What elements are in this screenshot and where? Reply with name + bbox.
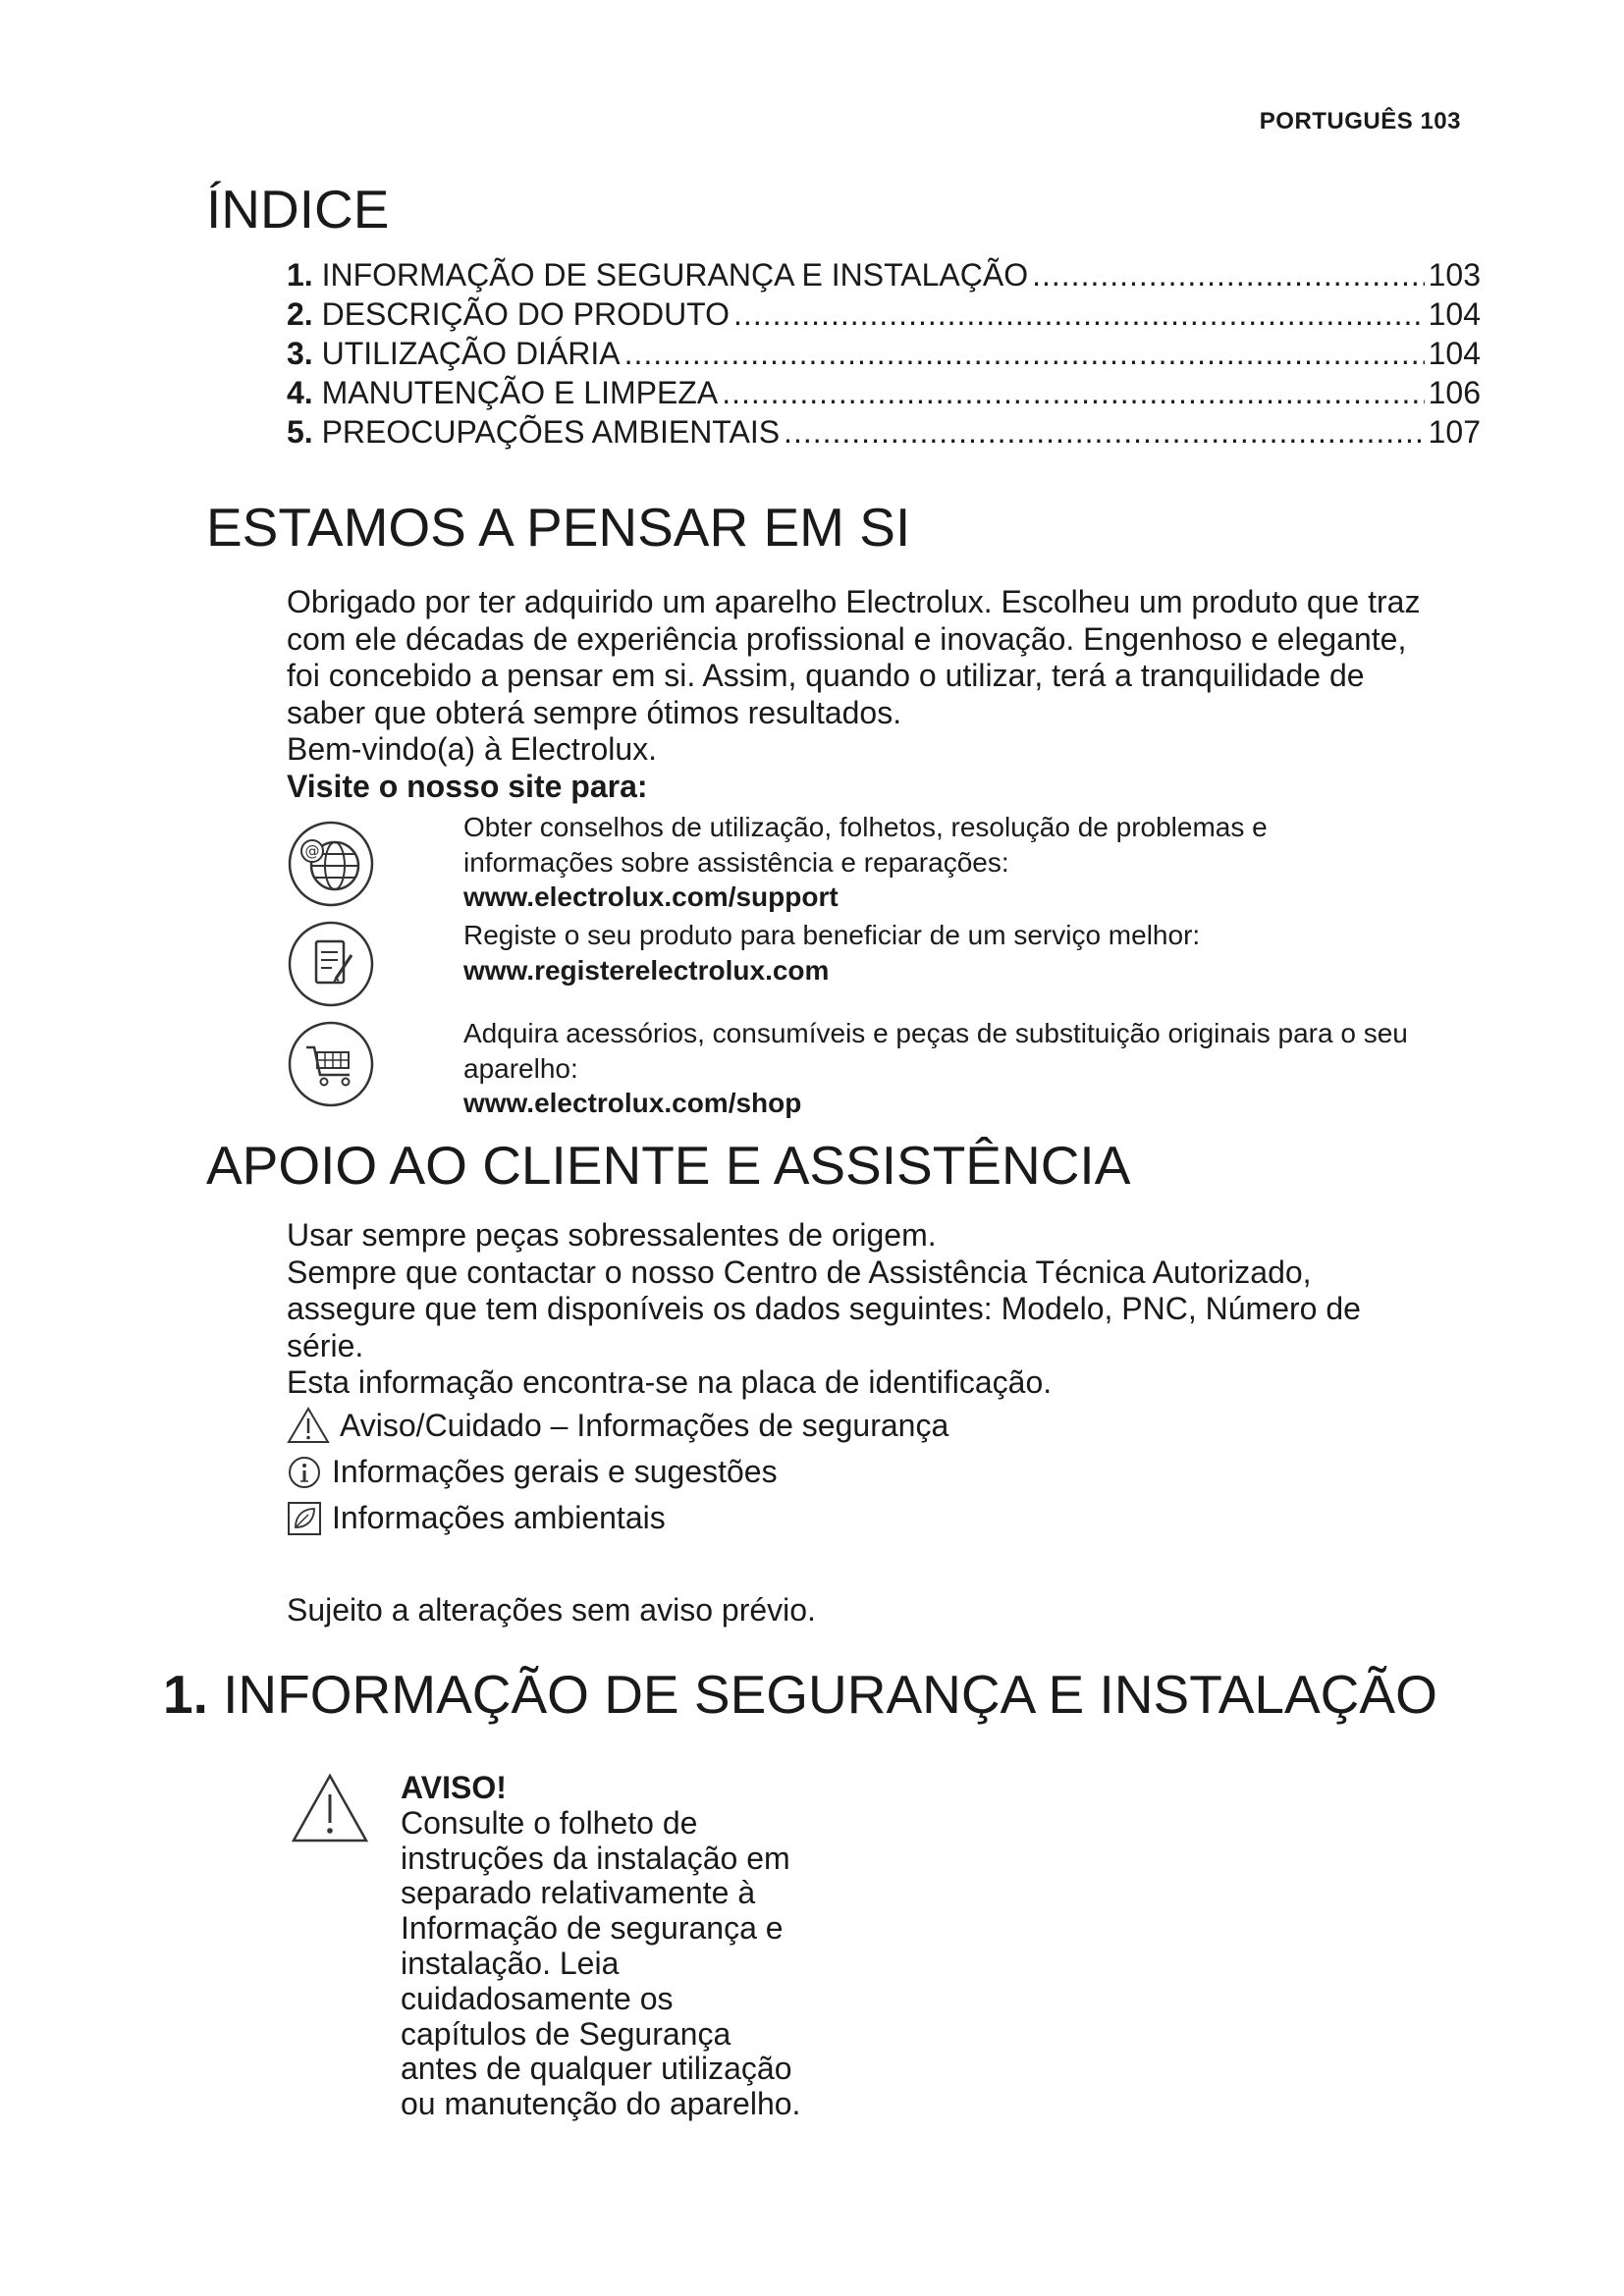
visit-text-line: Obter conselhos de utilização, folhetos, resolução de problemas e: [463, 812, 1268, 842]
intro-line: Bem-vindo(a) à Electrolux.: [287, 731, 658, 767]
warning-title: AVISO!: [401, 1770, 507, 1805]
toc-item-number: 3.: [287, 336, 313, 371]
table-of-contents: [287, 257, 1481, 454]
info-icon: [287, 1455, 322, 1490]
visit-item-support: [287, 810, 1494, 928]
section-title-support: APOIO AO CLIENTE E ASSISTÊNCIA: [206, 1135, 1131, 1196]
visit-item-shop: [287, 1016, 1494, 1134]
shopping-cart-icon: [287, 1020, 375, 1108]
toc-item[interactable]: [287, 257, 1481, 296]
warning-line: capítulos de Segurança: [401, 2015, 731, 2052]
toc-item-page: 107: [1428, 414, 1481, 450]
toc-item[interactable]: [287, 414, 1481, 454]
toc-item-number: 5.: [287, 414, 313, 450]
shop-link[interactable]: www.electrolux.com/shop: [463, 1088, 802, 1118]
warning-line: instalação. Leia: [401, 1945, 620, 1981]
legend-item-info: [287, 1454, 778, 1490]
toc-item-label: DESCRIÇÃO DO PRODUTO: [321, 296, 731, 332]
toc-item-label: INFORMAÇÃO DE SEGURANÇA E INSTALAÇÃO: [321, 257, 1029, 293]
support-line: Usar sempre peças sobressalentes de origem.: [287, 1217, 937, 1253]
visit-label: Visite o nosso site para:: [287, 768, 648, 804]
register-document-icon: [287, 920, 375, 1008]
intro-paragraph: [287, 584, 1504, 805]
register-link[interactable]: www.registerelectrolux.com: [463, 954, 830, 986]
warning-line: separado relativamente à: [401, 1875, 756, 1911]
warning-triangle-icon: [291, 1773, 369, 1843]
intro-line: com ele décadas de experiência profissional e inovação. Engenhoso e elegante,: [287, 620, 1407, 657]
support-line: Esta informação encontra-se na placa de identificação.: [287, 1364, 1053, 1400]
page-header-language: PORTUGUÊS 103: [1259, 108, 1461, 134]
toc-item[interactable]: [287, 375, 1481, 414]
toc-item-number: 2.: [287, 296, 313, 332]
section-1-title: [163, 1665, 1437, 1725]
toc-item-page: 104: [1428, 296, 1481, 332]
support-paragraph: [287, 1217, 1504, 1402]
toc-item-label: UTILIZAÇÃO DIÁRIA: [321, 336, 621, 371]
intro-line: saber que obterá sempre ótimos resultados.: [287, 694, 902, 730]
environment-leaf-icon: [287, 1501, 322, 1536]
toc-item-dots: [784, 414, 1425, 451]
legend-item-warning: [287, 1407, 948, 1444]
warning-block: [401, 1771, 911, 2122]
visit-text-line: Adquira acessórios, consumíveis e peças de substituição originais para o seu: [463, 1018, 1408, 1048]
toc-item-page: 104: [1428, 336, 1481, 371]
visit-text-line: informações sobre assistência e reparações:: [463, 846, 1009, 878]
change-notice: Sujeito a alterações sem aviso prévio.: [287, 1592, 816, 1628]
visit-item-register: [287, 918, 1494, 1016]
support-line: assegure que tem disponíveis os dados seguintes: Modelo, PNC, Número de: [287, 1291, 1361, 1326]
toc-item-number: 4.: [287, 375, 313, 410]
warning-line: instruções da instalação em: [401, 1840, 790, 1876]
toc-item-page: 106: [1428, 375, 1481, 410]
visit-text-line: Registe o seu produto para beneficiar de um serviço melhor:: [463, 920, 1201, 950]
toc-title: ÍNDICE: [206, 179, 390, 240]
legend-label: Aviso/Cuidado – Informações de segurança: [340, 1407, 949, 1443]
svg-text:@: @: [304, 842, 320, 860]
support-line: série.: [287, 1327, 364, 1363]
toc-item-page: 103: [1428, 257, 1481, 293]
toc-item-dots: [1032, 257, 1425, 294]
section-title-thinking: ESTAMOS A PENSAR EM SI: [206, 497, 911, 558]
section-1-number: 1.: [163, 1664, 208, 1725]
section-1-title-text: INFORMAÇÃO DE SEGURANÇA E INSTALAÇÃO: [223, 1664, 1437, 1725]
visit-text-line: aparelho:: [463, 1052, 578, 1084]
support-link[interactable]: www.electrolux.com/support: [463, 881, 839, 912]
legend-label: Informações gerais e sugestões: [332, 1454, 778, 1489]
toc-item[interactable]: [287, 336, 1481, 375]
toc-item-dots: [722, 375, 1424, 411]
toc-item[interactable]: [287, 296, 1481, 336]
support-line: Sempre que contactar o nosso Centro de Assistência Técnica Autorizado,: [287, 1254, 1312, 1290]
toc-item-number: 1.: [287, 257, 313, 293]
warning-line: Informação de segurança e: [401, 1910, 784, 1947]
warning-line: cuidadosamente os: [401, 1980, 674, 2016]
toc-item-label: MANUTENÇÃO E LIMPEZA: [321, 375, 719, 410]
warning-line: Consulte o folheto de: [401, 1804, 698, 1841]
warning-triangle-icon: [287, 1407, 330, 1444]
globe-web-icon: [287, 820, 375, 908]
toc-item-dots: [733, 296, 1425, 333]
legend-label: Informações ambientais: [332, 1500, 666, 1535]
toc-item-label: PREOCUPAÇÕES AMBIENTAIS: [321, 414, 781, 450]
legend-item-environment: [287, 1500, 666, 1536]
intro-line: foi concebido a pensar em si. Assim, quando o utilizar, terá a tranquilidade de: [287, 658, 1365, 693]
toc-item-dots: [624, 336, 1425, 372]
intro-line: Obrigado por ter adquirido um aparelho Electrolux. Escolheu um produto que traz: [287, 584, 1421, 619]
warning-line: ou manutenção do aparelho.: [401, 2086, 801, 2122]
warning-line: antes de qualquer utilização: [401, 2051, 792, 2087]
